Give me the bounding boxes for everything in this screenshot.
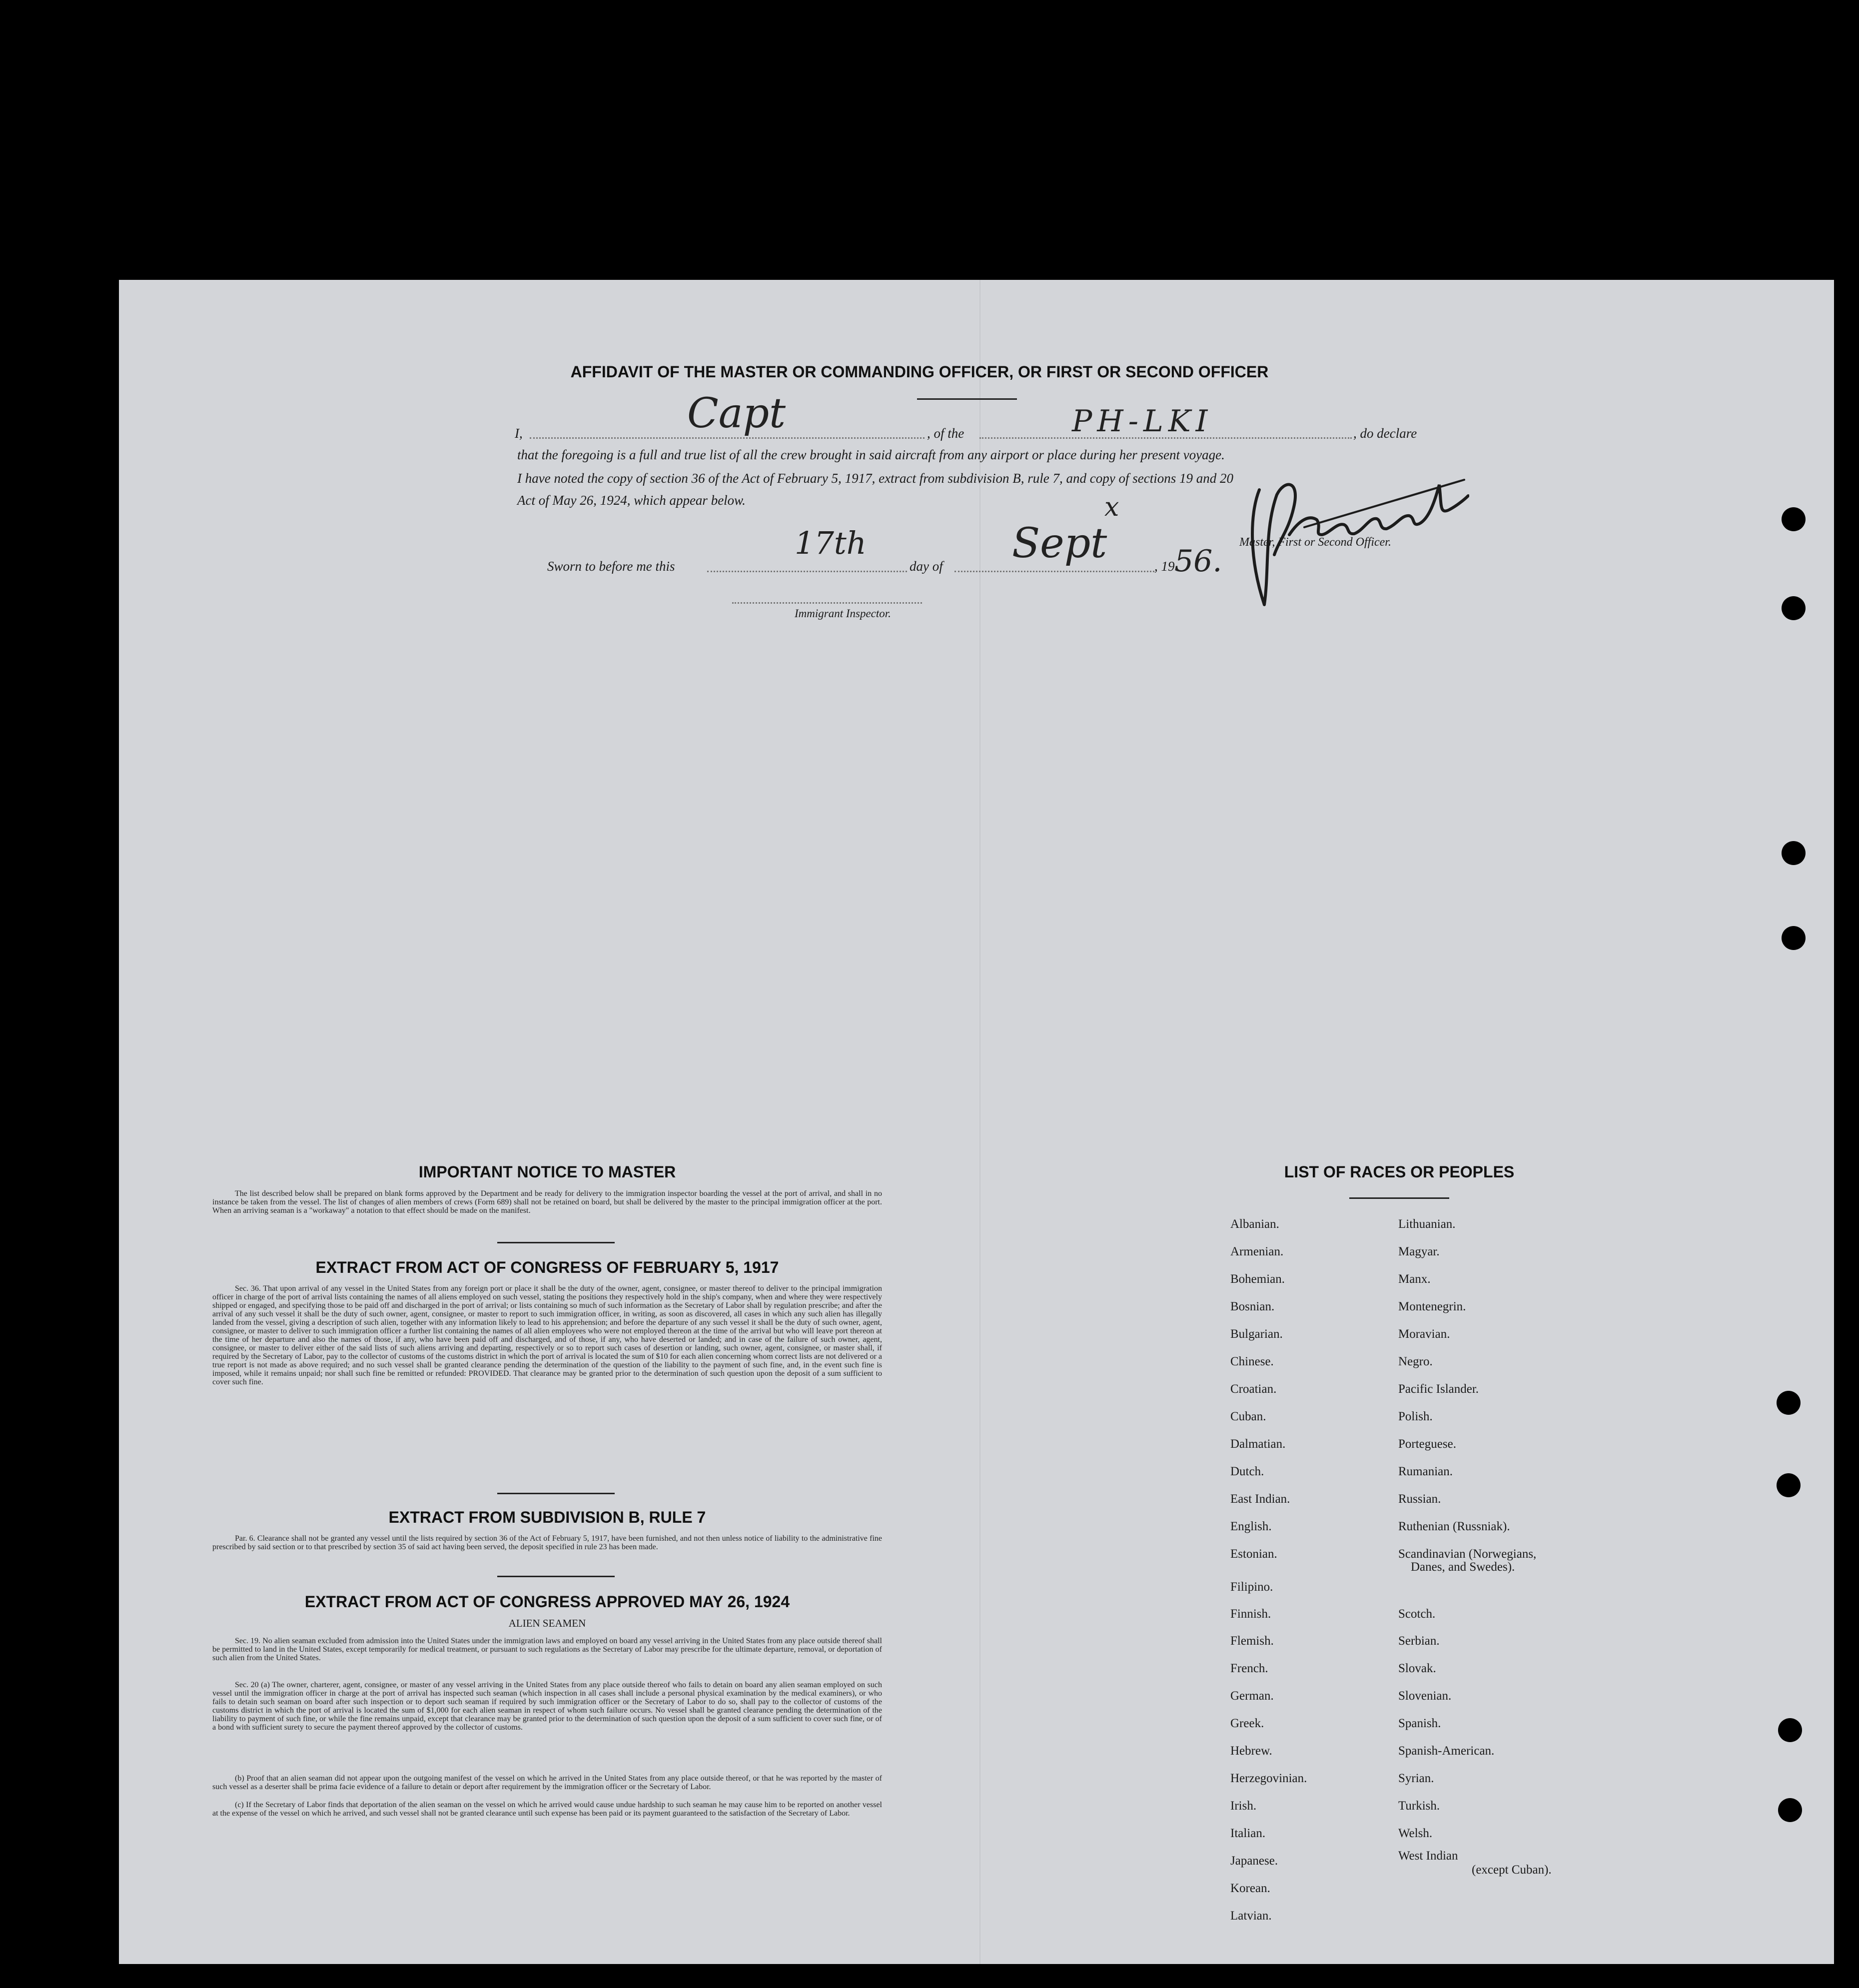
handwritten-day: 17th bbox=[795, 525, 867, 561]
race-right-item: Scandinavian (Norwegians, bbox=[1398, 1547, 1537, 1561]
race-left-item: Greek. bbox=[1230, 1717, 1264, 1730]
race-left-item: Korean. bbox=[1230, 1882, 1270, 1895]
race-left-item: Cuban. bbox=[1230, 1410, 1266, 1423]
race-right-item: Syrian. bbox=[1398, 1772, 1434, 1785]
extract1924-section19: Sec. 19. No alien seaman excluded from admission into the United States under the immigration laws and employed on board any vessel arriving in the United States from any place outside thereof shall be permitted to land in the United States, except temporarily for medical treatment, or pursuant to such regulations as the Secretary of Labor may prescribe for the ultimate departure, removal, or deportation of such alien from the United States. bbox=[212, 1637, 882, 1662]
race-right-item: Scotch. bbox=[1398, 1607, 1436, 1621]
punch-hole bbox=[1777, 1473, 1801, 1497]
signature bbox=[1229, 460, 1469, 610]
handwritten-x: x bbox=[1104, 492, 1119, 522]
race-right-item: Spanish. bbox=[1398, 1717, 1441, 1730]
day-line bbox=[707, 571, 907, 572]
race-left-item: Bohemian. bbox=[1230, 1272, 1285, 1286]
race-right-item: Serbian. bbox=[1398, 1634, 1440, 1648]
extract1924-title: EXTRACT FROM ACT OF CONGRESS APPROVED MAY 26, 1924 bbox=[304, 1593, 790, 1611]
race-left-item: Albanian. bbox=[1230, 1217, 1279, 1231]
handwritten-aircraft: PH-LKI bbox=[1072, 404, 1213, 439]
month-line bbox=[954, 571, 1154, 572]
race-right-item: West Indian bbox=[1398, 1849, 1458, 1863]
race-right-item: Turkish. bbox=[1398, 1799, 1440, 1813]
races-rule bbox=[1349, 1197, 1449, 1199]
race-right-item: Slovenian. bbox=[1398, 1689, 1452, 1703]
name-line bbox=[530, 437, 925, 439]
affidavit-declare: , do declare bbox=[1353, 426, 1417, 441]
race-right-item: Russian. bbox=[1398, 1492, 1441, 1506]
inspector-label: Immigrant Inspector. bbox=[795, 607, 891, 620]
race-left-item: Finnish. bbox=[1230, 1607, 1271, 1621]
extract1917-title: EXTRACT FROM ACT OF CONGRESS OF FEBRUARY 5, 1917 bbox=[315, 1258, 779, 1276]
race-right-item: Slovak. bbox=[1398, 1662, 1436, 1675]
punch-hole bbox=[1778, 1798, 1802, 1822]
affidavit-line4: Act of May 26, 1924, which appear below. bbox=[517, 493, 746, 508]
extract1924-section20a: Sec. 20 (a) The owner, charterer, agent, consignee, or master of any vessel arriving in the United States from any place outside thereof who fails to detain on board any alien seaman employed on such vessel until the immigration officer in charge at the port of arrival has inspected such seaman (which inspection in all cases shall include a personal physical examination by the medical examiners), or who fails to detain such seaman on board after such inspection or to deport such seaman if required by such immigration officer or the Secretary of Labor to do so, shall pay to the collector of customs of the customs district in which the port of arrival is located the sum of $1,000 for each alien seaman in respect of whom such failure occurs. No vessel shall be granted clearance pending the determination of the liability to payment of such fine, or while the fine remains unpaid, except that clearance may be granted prior to the determination of such question upon the deposit of a sum sufficient to cover such fine, or of a bond with sufficient surety to secure the payment thereof approved by the collector of customs. bbox=[212, 1681, 882, 1732]
race-left-item: Filipino. bbox=[1230, 1580, 1273, 1594]
races-title: LIST OF RACES OR PEOPLES bbox=[1284, 1163, 1515, 1181]
race-left-item: Estonian. bbox=[1230, 1547, 1277, 1561]
race-left-item: Dutch. bbox=[1230, 1465, 1264, 1478]
race-left-item: English. bbox=[1230, 1520, 1272, 1533]
subdivision-title: EXTRACT FROM SUBDIVISION B, RULE 7 bbox=[388, 1508, 706, 1526]
race-right-item: (except Cuban). bbox=[1472, 1863, 1552, 1877]
affidavit-i: I, bbox=[515, 426, 523, 441]
page-fold bbox=[979, 280, 980, 1964]
notice-title: IMPORTANT NOTICE TO MASTER bbox=[418, 1163, 676, 1181]
race-left-item: Bosnian. bbox=[1230, 1300, 1275, 1313]
race-right-item: Montenegrin. bbox=[1398, 1300, 1466, 1313]
notice-rule bbox=[497, 1242, 615, 1243]
race-right-item: Lithuanian. bbox=[1398, 1217, 1456, 1231]
race-right-item: Welsh. bbox=[1398, 1827, 1433, 1840]
race-right-item: Magyar. bbox=[1398, 1245, 1440, 1258]
year-prefix: , 19 bbox=[1154, 559, 1175, 574]
race-right-item: Porteguese. bbox=[1398, 1437, 1456, 1451]
race-left-item: Irish. bbox=[1230, 1799, 1257, 1813]
race-right-item: Spanish-American. bbox=[1398, 1744, 1495, 1758]
race-right-item: Pacific Islander. bbox=[1398, 1382, 1479, 1396]
signature-role: Master, First or Second Officer. bbox=[1239, 536, 1391, 549]
race-left-item: Chinese. bbox=[1230, 1355, 1274, 1368]
race-left-item: Latvian. bbox=[1230, 1909, 1272, 1923]
race-left-item: Herzegovinian. bbox=[1230, 1772, 1307, 1785]
affidavit-line2: that the foregoing is a full and true list of all the crew brought in said aircraft from any airport or place during her present voyage. bbox=[517, 447, 1225, 462]
extract1917-text: Sec. 36. That upon arrival of any vessel in the United States from any foreign port or place it shall be the duty of the owner, agent, consignee, or master thereof to deliver to the principal immigration officer in charge of the port of arrival lists containing the names of all aliens employed on such vessel, stating the positions they respectively hold in the ship's company, when and where they were respectively shipped or engaged, and specifying those to be paid off and discharged in the port of arrival; or lists containing so much of such information as the Secretary of Labor shall by regulation prescribe; and after the arrival of any such vessel it shall be the duty of such owner, agent, consignee, or master to report to such immigration officer, in writing, as soon as discovered, all cases in which any such alien has illegally landed from the vessel, giving a description of such alien, together with any information likely to lead to his apprehension; and before the departure of any such vessel it shall be the duty of such owner, agent, consignee, or master to deliver to such immigration officer a further list containing the names of all alien employees who were not employed thereon at the time of the arrival but who will leave port thereon at the time of her departure and also the names of those, if any, who have been paid off and discharged, and of those, if any, who have deserted or landed; and in case of the failure of such owner, agent, consignee, or master to deliver either of the said lists of such aliens arriving and departing, respectively or so to report such cases of desertion or landing, such owner, agent, consignee, or master shall, if required by the Secretary of Labor, pay to the collector of customs of the customs district in which the port of arrival is located the sum of $10 for each alien concerning whom correct lists are not delivered or a true report is not made as above required; and no such vessel shall be granted clearance pending the determination of the question of the liability to the payment of such fine, and, in the event such fine is imposed, while it remains unpaid; nor shall such fine be remitted or refunded: PROVIDED. That clearance may be granted prior to the determination of such question upon the deposit of a sum sufficient to cover such fine. bbox=[212, 1284, 882, 1386]
extract1924-subtitle: ALIEN SEAMEN bbox=[508, 1617, 586, 1629]
race-left-item: Flemish. bbox=[1230, 1634, 1274, 1648]
race-left-item: Croatian. bbox=[1230, 1382, 1277, 1396]
notice-text: The list described below shall be prepared on blank forms approved by the Department and be ready for delivery to the immigration inspector boarding the vessel at the port of arrival, and shall in no instance be taken from the vessel. The list of changes of alien members of crews (Form 689) shall not be retained on board, but shall be delivered by the master to the principal immigration officer at the port. When an arriving seaman is a "workaway" a notation to that effect should be made on the manifest. bbox=[212, 1189, 882, 1215]
race-left-item: German. bbox=[1230, 1689, 1274, 1703]
affidavit-rule bbox=[917, 398, 1017, 400]
race-right-item: Rumanian. bbox=[1398, 1465, 1453, 1478]
handwritten-name: Capt bbox=[687, 390, 786, 437]
punch-hole bbox=[1782, 507, 1806, 531]
race-right-item: Danes, and Swedes). bbox=[1411, 1560, 1515, 1574]
race-left-item: Hebrew. bbox=[1230, 1744, 1272, 1758]
sworn-label: Sworn to before me this bbox=[547, 559, 675, 574]
race-left-item: Dalmatian. bbox=[1230, 1437, 1286, 1451]
punch-hole bbox=[1782, 596, 1806, 620]
race-left-item: East Indian. bbox=[1230, 1492, 1290, 1506]
subdivision-text: Par. 6. Clearance shall not be granted any vessel until the lists required by section 36 of the Act of February 5, 1917, have been furnished, and not then unless notice of liability to the administrative fine prescribed by said section or to that prescribed by section 35 of said act having been served, the deposit specified in rule 23 has been made. bbox=[212, 1534, 882, 1551]
race-right-item: Negro. bbox=[1398, 1355, 1433, 1368]
subdivision-rule bbox=[497, 1576, 615, 1577]
race-right-item: Moravian. bbox=[1398, 1327, 1450, 1341]
race-left-item: French. bbox=[1230, 1662, 1268, 1675]
race-left-item: Italian. bbox=[1230, 1827, 1266, 1840]
race-left-item: Japanese. bbox=[1230, 1854, 1278, 1868]
punch-hole bbox=[1778, 1718, 1802, 1742]
extract1924-section20b: (b) Proof that an alien seaman did not appear upon the outgoing manifest of the vessel on which he arrived in the United States from any place outside thereof, or that he was reported by the master of such vessel as a deserter shall be prima facie evidence of a failure to detain or deport after requirement by the immigration officer or the Secretary of Labor. bbox=[212, 1774, 882, 1791]
extract1924-section20c: (c) If the Secretary of Labor finds that deportation of the alien seaman on the vessel on which he arrived would cause undue hardship to such seaman he may cause him to be reported on another vessel at the expense of the vessel on which he arrived, and such vessel shall not be granted clearance until such expense has been paid or its payment guaranteed to the satisfaction of the Secretary of Labor. bbox=[212, 1801, 882, 1818]
punch-hole bbox=[1777, 1391, 1801, 1415]
race-right-item: Ruthenian (Russniak). bbox=[1398, 1520, 1510, 1533]
race-left-item: Bulgarian. bbox=[1230, 1327, 1283, 1341]
race-right-item: Polish. bbox=[1398, 1410, 1433, 1423]
affidavit-line3: I have noted the copy of section 36 of the Act of February 5, 1917, extract from subdivision B, rule 7, and copy of sections 19 and 20 bbox=[517, 471, 1233, 486]
handwritten-year: 56. bbox=[1174, 544, 1222, 579]
punch-hole bbox=[1782, 841, 1806, 865]
day-of-label: day of bbox=[910, 559, 943, 574]
extract1917-rule bbox=[497, 1493, 615, 1494]
inspector-line bbox=[732, 602, 922, 604]
race-right-item: Manx. bbox=[1398, 1272, 1431, 1286]
punch-hole bbox=[1782, 926, 1806, 950]
affidavit-of-the: , of the bbox=[927, 426, 964, 441]
affidavit-title: AFFIDAVIT OF THE MASTER OR COMMANDING OFFICER, OR FIRST OR SECOND OFFICER bbox=[570, 363, 1269, 381]
race-left-item: Armenian. bbox=[1230, 1245, 1284, 1258]
handwritten-month: Sept bbox=[1012, 520, 1107, 567]
